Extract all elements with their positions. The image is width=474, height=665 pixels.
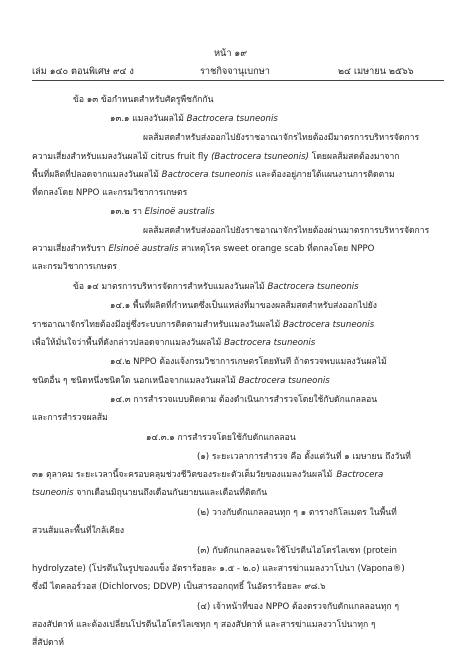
text-line: ความเสี่ยงสำหรับแมลงวันผลไม้ citrus fruit fly (Bactrocera tsuneonis) โดยผลส้มสดต้องมาจาก [32,152,400,162]
publication-date: ๒๔ เมษายน ๒๕๖๖ [338,66,414,77]
text-line: Bactrocera [336,470,384,480]
clause-13-heading: ข้อ ๑๓ ข้อกำหนดสำหรับศัตรูพืชกักกัน [73,95,214,105]
publication-name: ราชกิจจานุเบกษา [200,66,270,77]
text-line: (๑) ระยะเวลาการสำรวจ คือ ตั้งแต่วันที่ ๑ เมษายน ถึงวันที่ [197,452,411,462]
text-line: สองสัปดาห์ และต้องเปลี่ยนโปรตีนไฮโดรไลเซทุก ๆ สองสัปดาห์ และสารฆ่าแมลงวาโปนาทุก ๆ [32,620,376,630]
text-line: ชนิดอื่น ๆ ชนิดหนึ่งชนิดใด นอกเหนือจากแมลงวันผลไม้ Bactrocera tsuneonis [32,376,330,386]
text-line: tsuneonis จากเดือนมิถุนายนถึงเดือนกันยายนและเดือนที่ติดกัน [32,488,268,498]
text-line: ๑๔.๓ การสำรวจแบบติดตาม ต้องดำเนินการสำรวจโดยใช้กับดักแกลลอน [110,395,378,405]
text-line: ความเสี่ยงสำหรับรา Elsinoë australis สาเหตุโรค sweet orange scab ที่ตกลงโดย NPPO [32,244,375,254]
clause-14-3-1-heading: ๑๔.๓.๑ การสำรวจโดยใช้กับดักแกลลอน [146,433,296,443]
header-divider [32,80,444,81]
gazette-volume: เล่ม ๑๔๐ ตอนพิเศษ ๙๔ ง [32,66,134,77]
text-line: ๑๔.๒ NPPO ต้องแจ้งกรมวิชาการเกษตรโดยทันที ถ้าตรวจพบแมลงวันผลไม้ [110,357,387,367]
text-line: สี่สัปดาห์ [32,638,65,648]
text-line: ๑๔.๑ พื้นที่ผลิตที่กำหนดซึ่งเป็นแหล่งที่มาของผลส้มสดสำหรับส่งออกไปยัง [110,301,377,311]
text-line: เพื่อให้มั่นใจว่าพื้นที่ดังกล่าวปลอดจากแมลงวันผลไม้ Bactrocera tsuneonis [32,338,316,348]
text-line: ๓๑ ตุลาคม ระยะเวลานี้จะครอบคลุมช่วงชีวิตของระยะตัวเต็มวัยของแมลงวันผลไม้ [32,470,333,480]
clause-13-2-heading: ๑๓.๒ รา Elsinoë australis [110,207,215,217]
text-line: (๔) เจ้าหน้าที่ของ NPPO ต้องตรวจกับดักแกลลอนทุก ๆ [197,602,399,612]
clause-14-heading: ข้อ ๑๔ มาตรการบริหารจัดการสำหรับแมลงวันผลไม้ Bactrocera tsuneonis [73,282,359,292]
text-line: พื้นที่ผลิตที่ปลอดจากแมลงวันผลไม้ Bactrocera tsuneonis และต้องอยู่ภายใต้แผนงานการติดตาม [32,170,395,180]
text-line: ที่ตกลงโดย NPPO และกรมวิชาการเกษตร [32,188,188,198]
text-line: ซึ่งมี ไดคลอร์วอส (Dichlorvos; DDVP) เป็นสารออกฤทธิ์ ในอัตราร้อยละ ๙๘.๖ [32,582,326,592]
text-line: และการสำรวจผลส้ม [32,413,108,423]
text-line: hydrolyzate) (โปรตีนในรูปของแข็ง อัตราร้อยละ ๑.๕ - ๒.๐) และสารฆ่าแมลงวาโปนา (Vapona®) [32,564,405,574]
clause-13-1-heading: ๑๓.๑ แมลงวันผลไม้ Bactrocera tsuneonis [110,114,278,124]
page-number: หน้า ๑๙ [214,48,247,59]
text-line: สวนส้มและพื้นที่ใกล้เคียง [32,526,125,536]
text-line: (๓) กับดักแกลลอนจะใช้โปรตีนไฮโดรไลเซท (protein [197,546,397,556]
text-line: (๒) วางกับดักแกลลอนทุก ๆ ๑ ตารางกิโลเมตร ในพื้นที่ [197,508,397,518]
text-line: ผลส้มสดสำหรับส่งออกไปยังราชอาณาจักรไทยต้องมีมาตรการบริหารจัดการ [143,133,420,143]
text-line: และกรมวิชาการเกษตร [32,262,118,272]
text-line: ราชอาณาจักรไทยต้องมีอยู่ซึ่งระบบการติดตามสำหรับแมลงวันผลไม้ Bactrocera tsuneonis [32,320,375,330]
text-line: ผลส้มสดสำหรับส่งออกไปยังราชอาณาจักรไทยต้องผ่านมาตรการบริหารจัดการ [143,226,430,236]
